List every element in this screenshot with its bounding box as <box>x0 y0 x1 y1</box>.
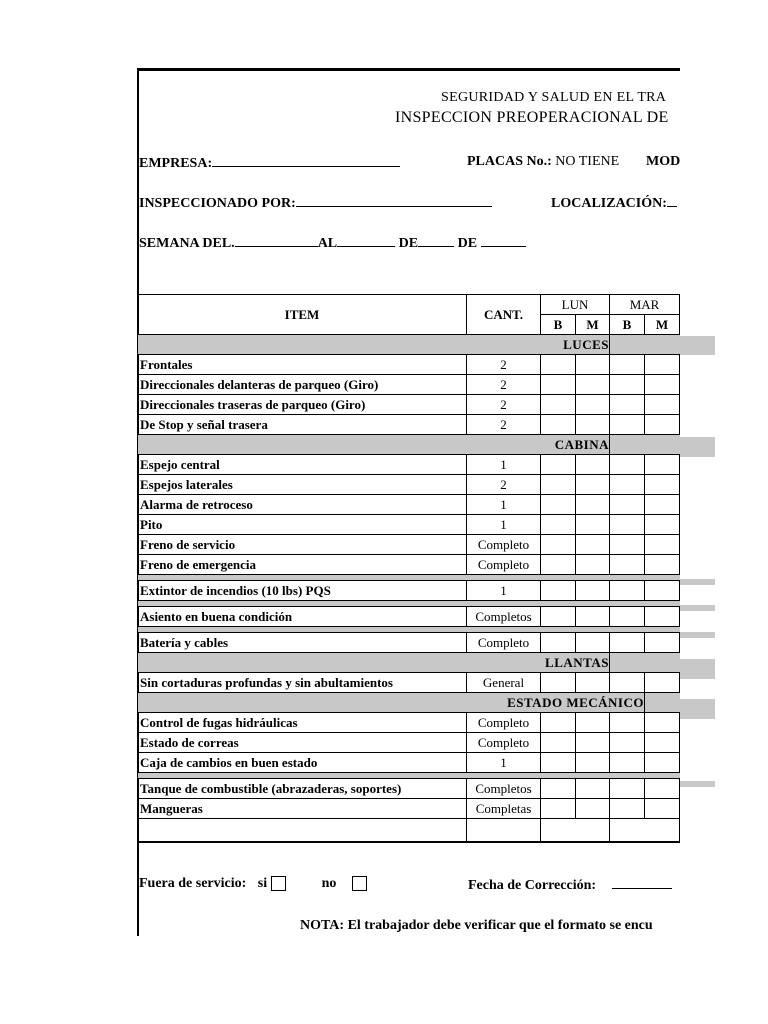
item-label: Freno de servicio <box>138 535 467 555</box>
section-mecanico: ESTADO MECÁNICO <box>138 693 645 713</box>
placas-value: NO TIENE <box>551 154 620 169</box>
check-cell[interactable] <box>576 375 610 395</box>
nota-text: NOTA: El trabajador debe verificar que el formato se encu <box>300 918 653 933</box>
section-row <box>138 653 681 673</box>
check-cell[interactable] <box>645 733 680 753</box>
check-cell[interactable] <box>541 475 576 495</box>
section-band-mecanico-ext <box>680 699 715 719</box>
localizacion-label: LOCALIZACIÓN: <box>551 196 667 211</box>
spacer-cell <box>680 455 681 475</box>
item-label: Espejo central <box>138 455 467 475</box>
item-qty: 1 <box>467 581 541 601</box>
item-qty: General <box>467 673 541 693</box>
section-band-llantas-ext <box>680 659 715 679</box>
check-cell[interactable] <box>576 555 610 575</box>
table-row <box>138 555 681 575</box>
check-cell[interactable] <box>610 455 645 475</box>
de2-label: DE <box>457 236 478 251</box>
check-cell[interactable] <box>541 555 576 575</box>
section-cabina: CABINA <box>138 435 610 455</box>
table-row <box>138 733 681 753</box>
de2-blank[interactable] <box>481 234 526 247</box>
check-cell[interactable] <box>610 375 645 395</box>
check-cell[interactable] <box>576 607 610 627</box>
check-cell[interactable] <box>576 455 610 475</box>
item-label: Freno de emergencia <box>138 555 467 575</box>
item-label: Control de fugas hidráulicas <box>138 713 467 733</box>
header-row <box>138 295 681 315</box>
check-cell[interactable] <box>610 819 680 843</box>
localizacion-blank[interactable] <box>667 194 677 207</box>
de1-label: DE <box>398 236 419 251</box>
empresa-label: EMPRESA: <box>139 156 213 171</box>
section-llantas: LLANTAS <box>138 653 610 673</box>
check-cell[interactable] <box>541 495 576 515</box>
empresa-blank[interactable] <box>212 154 400 167</box>
check-cell[interactable] <box>645 515 680 535</box>
item-label: Espejos laterales <box>138 475 467 495</box>
check-cell[interactable] <box>576 355 610 375</box>
item-label: Extintor de incendios (10 lbs) PQS <box>138 581 467 601</box>
check-cell[interactable] <box>610 475 645 495</box>
fecha-blank[interactable] <box>612 876 672 889</box>
section-row <box>138 335 681 355</box>
no-label: no <box>321 876 337 891</box>
item-qty: 2 <box>467 375 541 395</box>
col-sub-b: B <box>610 315 645 335</box>
item-qty: Completos <box>467 779 541 799</box>
table-row <box>138 415 681 435</box>
form-title-line1: SEGURIDAD Y SALUD EN EL TRA <box>441 90 667 105</box>
item-label: Alarma de retroceso <box>138 495 467 515</box>
check-cell[interactable] <box>541 535 576 555</box>
check-cell[interactable] <box>610 733 645 753</box>
table-row <box>138 535 681 555</box>
table-row <box>138 673 681 693</box>
item-qty: Completo <box>467 555 541 575</box>
check-cell[interactable] <box>645 535 680 555</box>
inspeccionado-field[interactable] <box>139 194 492 212</box>
si-label: si <box>257 876 268 891</box>
table-row <box>138 753 681 773</box>
check-cell[interactable] <box>645 607 680 627</box>
check-cell[interactable] <box>645 415 680 435</box>
al-label: AL <box>317 236 338 251</box>
spacer-cell <box>680 355 681 375</box>
gap-band-ext <box>680 579 715 585</box>
table-row <box>138 355 681 375</box>
check-cell[interactable] <box>610 535 645 555</box>
section-band-cabina-ext <box>680 437 715 457</box>
item-label: Asiento en buena condición <box>138 607 467 627</box>
check-cell[interactable] <box>541 395 576 415</box>
check-cell[interactable] <box>645 395 680 415</box>
item-qty-empty[interactable] <box>467 819 541 843</box>
check-cell[interactable] <box>576 799 610 819</box>
inspection-table <box>137 294 680 843</box>
inspection-form <box>137 68 680 936</box>
section-luces: LUCES <box>138 335 610 355</box>
si-checkbox[interactable] <box>271 876 286 891</box>
spacer-cell <box>680 779 681 799</box>
check-cell[interactable] <box>541 375 576 395</box>
table-row <box>138 713 681 733</box>
check-cell[interactable] <box>541 633 576 653</box>
section-band-luces-ext <box>680 336 715 355</box>
table-row <box>138 375 681 395</box>
semana-label: SEMANA DEL. <box>139 236 235 251</box>
section-fill <box>610 653 681 673</box>
item-label-empty[interactable] <box>138 819 467 843</box>
check-cell[interactable] <box>645 779 680 799</box>
item-label: Batería y cables <box>138 633 467 653</box>
item-label: Direccionales traseras de parqueo (Giro) <box>138 395 467 415</box>
table-row <box>138 475 681 495</box>
check-cell[interactable] <box>610 713 645 733</box>
check-cell[interactable] <box>645 799 680 819</box>
check-cell[interactable] <box>541 581 576 601</box>
spacer-cell <box>680 713 681 733</box>
check-cell[interactable] <box>610 607 645 627</box>
check-cell[interactable] <box>541 753 576 773</box>
item-qty: 2 <box>467 475 541 495</box>
check-cell[interactable] <box>576 713 610 733</box>
check-cell[interactable] <box>576 779 610 799</box>
semana-field[interactable] <box>139 234 526 252</box>
item-qty: 1 <box>467 455 541 475</box>
check-cell[interactable] <box>576 535 610 555</box>
table-row <box>138 819 681 843</box>
table-row <box>138 633 681 653</box>
table-row <box>138 455 681 475</box>
gap-band-ext <box>680 605 715 611</box>
fecha-correccion[interactable] <box>468 876 672 894</box>
section-fill <box>610 335 681 355</box>
gap-band-ext <box>680 781 715 787</box>
spacer-cell <box>680 581 681 601</box>
item-label: Tanque de combustible (abrazaderas, soportes) <box>138 779 467 799</box>
check-cell[interactable] <box>541 515 576 535</box>
item-label: Sin cortaduras profundas y sin abultamientos <box>138 673 467 693</box>
check-cell[interactable] <box>576 733 610 753</box>
item-qty: Completo <box>467 733 541 753</box>
check-cell[interactable] <box>610 673 645 693</box>
item-qty: 1 <box>467 495 541 515</box>
check-cell[interactable] <box>541 673 576 693</box>
check-cell[interactable] <box>541 799 576 819</box>
check-cell[interactable] <box>541 455 576 475</box>
check-cell[interactable] <box>645 375 680 395</box>
check-cell[interactable] <box>645 753 680 773</box>
check-cell[interactable] <box>541 733 576 753</box>
check-cell[interactable] <box>645 581 680 601</box>
table-row <box>138 607 681 627</box>
col-sub-b: B <box>541 315 576 335</box>
inspeccionado-label: INSPECCIONADO POR: <box>139 196 296 211</box>
gap-band-ext <box>680 632 715 638</box>
check-cell[interactable] <box>610 555 645 575</box>
check-cell[interactable] <box>645 713 680 733</box>
check-cell[interactable] <box>576 581 610 601</box>
item-qty: 2 <box>467 415 541 435</box>
check-cell[interactable] <box>610 753 645 773</box>
check-cell[interactable] <box>576 673 610 693</box>
header-empty <box>680 295 681 335</box>
table-row <box>138 581 681 601</box>
check-cell[interactable] <box>610 581 645 601</box>
section-fill <box>645 693 681 713</box>
check-cell[interactable] <box>645 633 680 653</box>
item-qty: 2 <box>467 395 541 415</box>
table-row <box>138 515 681 535</box>
item-qty: Completo <box>467 713 541 733</box>
check-cell[interactable] <box>645 475 680 495</box>
spacer-cell <box>680 535 681 555</box>
check-cell[interactable] <box>576 753 610 773</box>
item-qty: Completos <box>467 607 541 627</box>
table-row <box>138 779 681 799</box>
check-cell[interactable] <box>541 713 576 733</box>
item-label: Pito <box>138 515 467 535</box>
spacer-cell <box>680 607 681 627</box>
item-label: De Stop y señal trasera <box>138 415 467 435</box>
empresa-field[interactable] <box>139 154 400 172</box>
check-cell[interactable] <box>610 395 645 415</box>
check-cell[interactable] <box>645 555 680 575</box>
check-cell[interactable] <box>645 495 680 515</box>
localizacion-field[interactable] <box>551 194 677 212</box>
spacer-cell <box>680 395 681 415</box>
check-cell[interactable] <box>610 515 645 535</box>
check-cell[interactable] <box>541 819 610 843</box>
table-row <box>138 799 681 819</box>
spacer-cell <box>680 475 681 495</box>
check-cell[interactable] <box>645 355 680 375</box>
item-qty: 2 <box>467 355 541 375</box>
check-cell[interactable] <box>576 475 610 495</box>
spacer-cell <box>680 375 681 395</box>
check-cell[interactable] <box>610 415 645 435</box>
form-title-line2: INSPECCION PREOPERACIONAL DE <box>395 109 669 126</box>
check-cell[interactable] <box>541 355 576 375</box>
item-label: Mangueras <box>138 799 467 819</box>
check-cell[interactable] <box>610 799 645 819</box>
fuera-servicio <box>139 876 367 892</box>
spacer-cell <box>680 819 681 843</box>
check-cell[interactable] <box>610 355 645 375</box>
semana-blank[interactable] <box>235 234 318 247</box>
fuera-label: Fuera de servicio: <box>139 876 247 891</box>
spacer-cell <box>680 633 681 653</box>
check-cell[interactable] <box>610 633 645 653</box>
col-header-cant: CANT. <box>467 295 541 335</box>
item-label: Estado de correas <box>138 733 467 753</box>
item-qty: Completo <box>467 535 541 555</box>
col-header-item: ITEM <box>138 295 467 335</box>
check-cell[interactable] <box>610 495 645 515</box>
check-cell[interactable] <box>610 779 645 799</box>
placas-label: PLACAS No.: <box>467 154 552 169</box>
spacer-cell <box>680 555 681 575</box>
check-cell[interactable] <box>541 779 576 799</box>
mod-label: MOD <box>646 154 680 169</box>
check-cell[interactable] <box>645 455 680 475</box>
spacer-cell <box>680 495 681 515</box>
spacer-cell <box>680 799 681 819</box>
al-blank[interactable] <box>337 234 395 247</box>
section-row <box>138 693 681 713</box>
item-qty: 1 <box>467 753 541 773</box>
item-qty: 1 <box>467 515 541 535</box>
check-cell[interactable] <box>576 633 610 653</box>
check-cell[interactable] <box>541 607 576 627</box>
spacer-cell <box>680 515 681 535</box>
de1-blank[interactable] <box>418 234 454 247</box>
table-row <box>138 495 681 515</box>
check-cell[interactable] <box>541 415 576 435</box>
fecha-label: Fecha de Corrección: <box>468 878 597 893</box>
no-checkbox[interactable] <box>352 876 367 891</box>
check-cell[interactable] <box>576 515 610 535</box>
col-header-lun: LUN <box>541 295 610 315</box>
spacer-cell <box>680 673 681 693</box>
col-header-mar: MAR <box>610 295 680 315</box>
inspeccionado-blank[interactable] <box>296 194 492 207</box>
check-cell[interactable] <box>576 395 610 415</box>
item-qty: Completo <box>467 633 541 653</box>
check-cell[interactable] <box>576 495 610 515</box>
spacer-cell <box>680 753 681 773</box>
section-row <box>138 435 681 455</box>
item-label: Caja de cambios en buen estado <box>138 753 467 773</box>
check-cell[interactable] <box>645 673 680 693</box>
check-cell[interactable] <box>576 415 610 435</box>
item-qty: Completas <box>467 799 541 819</box>
spacer-cell <box>680 733 681 753</box>
item-label: Frontales <box>138 355 467 375</box>
item-label: Direccionales delanteras de parqueo (Giro) <box>138 375 467 395</box>
col-sub-m: M <box>645 315 680 335</box>
top-border <box>137 68 680 71</box>
spacer-cell <box>680 415 681 435</box>
section-fill <box>610 435 681 455</box>
placas-field <box>467 154 619 170</box>
col-sub-m: M <box>576 315 610 335</box>
table-row <box>138 395 681 415</box>
